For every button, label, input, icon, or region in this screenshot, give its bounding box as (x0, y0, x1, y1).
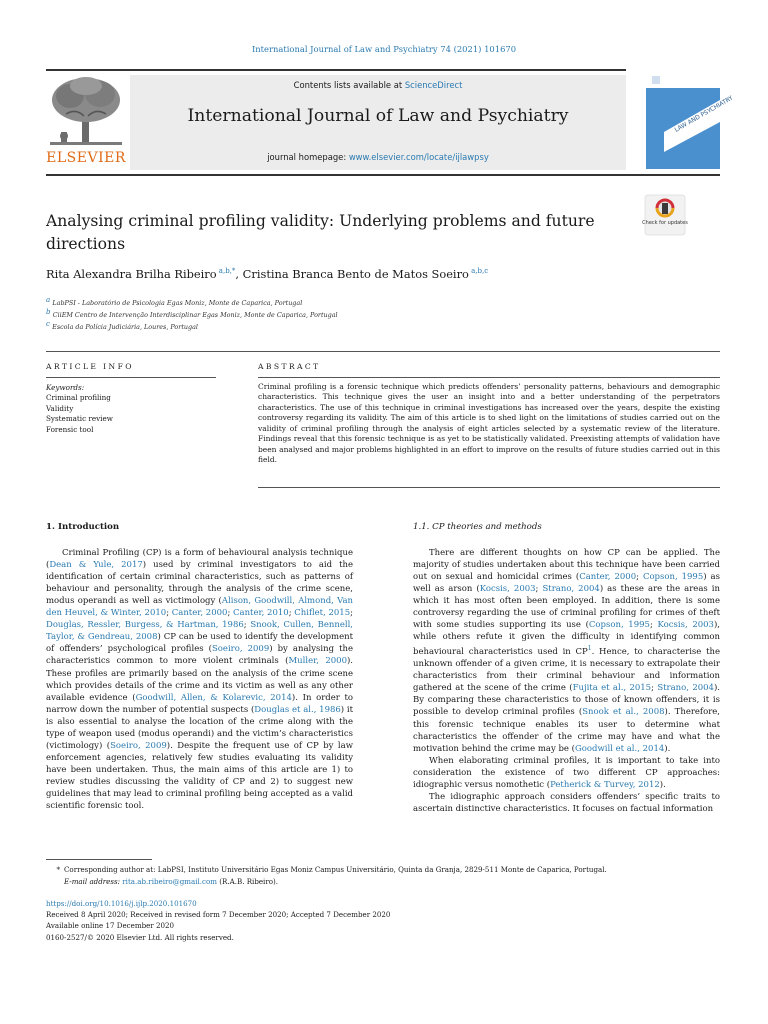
citation-link[interactable]: Canter, 2000 (579, 572, 637, 583)
article-title: Analysing criminal profiling validity: Underlying problems and future directions (46, 212, 595, 253)
body-text: ; (636, 572, 643, 583)
citation-link[interactable]: Alison, Goodwill, Almond, Van den Heuvel, & Winter, 2010 (46, 596, 353, 619)
body-text: ). Despite the frequent use of CP by law enforcement agencies, relatively few studies evaluating its validity have been undertaken. Thus, the main aims of this article are 1) to review studies discussing the validity of CP and 2) to suggest new guidelines that may lead to criminal profiling being accepted as a valid scientific forensic tool. (46, 740, 353, 812)
citation-link[interactable]: Fujita et al., 2015 (572, 683, 652, 694)
citation-link[interactable]: Petherick & Turvey, 2012 (550, 779, 660, 790)
check-for-updates-label: Check for updates (642, 220, 688, 226)
check-for-updates-icon[interactable] (642, 195, 688, 235)
body-text: ). (664, 743, 671, 754)
cover-title-text: LAW AND PSYCHIATRY (673, 94, 735, 134)
intro-paragraph (46, 547, 353, 812)
journal-cover-image (646, 72, 735, 169)
body-text: ). By comparing these characteristics to those of known offenders, it is possible to develop criminal profiles ( (413, 683, 720, 718)
body-text: ) used by criminal investigators to aid the identification of certain criminal characteristics, such as patterns of behaviour and personality, through the analysis of the crime scene, modus operandi as well as victimology ( (46, 560, 353, 607)
email-link[interactable]: rita.ab.ribeiro@gmail.com (122, 877, 217, 886)
keywords-block (46, 383, 216, 435)
author-separator: , (235, 267, 243, 281)
citation-link[interactable]: Strano, 2004 (542, 584, 600, 595)
header-top-rule (46, 69, 626, 71)
citation-link[interactable]: Goodwill, Allen, & Kolarevic, 2014 (135, 692, 292, 703)
citation-link[interactable]: Soeiro, 2009 (110, 740, 167, 751)
corresponding-author-text: Corresponding author at: LabPSI, Instituto Universitário Egas Moniz Campus Universitário, Quinta da Granja, 2829-511 Monte de Caparica, Portugal. (64, 865, 607, 874)
body-text: ). In order to narrow down the number of potential suspects ( (46, 692, 353, 715)
body-text: ; (649, 620, 658, 631)
article-info-rule (46, 377, 216, 378)
journal-title: International Journal of Law and Psychiatry (187, 106, 569, 126)
theories-column (413, 521, 720, 815)
copyright: 0160-2527/© 2020 Elsevier Ltd. All rights reserved. (46, 932, 234, 942)
body-text: ), while others refute it given the difficulty in identifying common behavioural characteristics used in CP (413, 620, 720, 658)
keyword: Validity (46, 403, 74, 413)
publisher-name: ELSEVIER (46, 150, 126, 166)
footnote-rule (46, 859, 152, 860)
abstract-heading: ABSTRACT (258, 362, 321, 371)
citation-link[interactable]: Douglas, Ressler, Burgess, & Hartman, 1986 (46, 620, 244, 631)
body-text: ) as these are the areas in which it has most often been employed. In addition, there is some controversy regarding the use of criminal profiling for crimes of theft with some studies supporting its use ( (413, 584, 721, 631)
citation-link[interactable]: Copson, 1995 (642, 572, 704, 583)
intro-column (46, 521, 353, 812)
received-dates: Received 8 April 2020; Received in revised form 7 December 2020; Accepted 7 December 2020 (46, 910, 391, 920)
affiliation-text: Escola da Polícia Judiciária, Loures, Portugal (52, 323, 198, 332)
keyword: Forensic tool (46, 424, 94, 434)
body-text: ; (288, 608, 295, 619)
affiliation-marker: c (46, 320, 53, 328)
body-text: ; (350, 608, 353, 619)
abstract-bottom-rule (258, 487, 720, 488)
citation-link[interactable]: Soeiro, 2009 (211, 644, 270, 655)
body-text: ; (535, 584, 543, 595)
email-label: E-mail address: (64, 877, 123, 886)
body-text: ; (166, 608, 172, 619)
abstract-text: Criminal profiling is a forensic technique which predicts offenders’ personality patterns, behaviours and demographic characteristics. This technique gives the user an insight into and a better understanding of the perpetrators characteristics. The use of this technique in criminal investigations has increased over the years, despite the existing controversy regarding its validity. The aim of this article is to shed light on the limitations of studies carried out on the validity of criminal profiling through the analysis of eight articles selected by a systematic review of the literature. Findings reveal that this forensic technique is as yet to be statistically validated. Preexisting attempts of validation have been analysed and major problems highlighted in an effort to improve on the results of future studies carried out in this field. (258, 382, 720, 465)
journal-citation[interactable]: International Journal of Law and Psychiatry 74 (2021) 101670 (251, 44, 517, 54)
homepage-line (130, 152, 626, 162)
doi-link[interactable]: https://doi.org/10.1016/j.ijlp.2020.101670 (46, 899, 197, 908)
body-text: The idiographic approach considers offenders’ specific traits to ascertain distinctive characteristics. It focuses on factual information (413, 791, 720, 814)
author-affiliation-marker[interactable]: a,b,* (216, 267, 236, 276)
citation-link[interactable]: Canter, 2000 (171, 608, 228, 619)
citation-link[interactable]: Dean & Yule, 2017 (49, 560, 143, 571)
body-text: ). Therefore, this forensic technique enables its user to determine what characteristics the offender of the crime may have and what the motivation behind the crime may be ( (413, 707, 720, 754)
affiliation-marker: a (46, 296, 53, 304)
citation-link[interactable]: Goodwill et al., 2014 (574, 743, 665, 754)
corresponding-footnote (46, 864, 720, 888)
author-affiliation-marker[interactable]: a,b,c (468, 267, 489, 276)
body-text: ) CP can be used to identify the development of offenders’ psychological profiles ( (46, 632, 353, 655)
theories-paragraph-1 (413, 547, 720, 755)
author-name: Cristina Branca Bento de Matos Soeiro (242, 267, 469, 281)
citation-link[interactable]: Canter, 2010 (233, 608, 289, 619)
affiliation-line (46, 320, 198, 331)
citation-link[interactable]: Chiflet, 2015 (294, 608, 351, 619)
keyword: Criminal profiling (46, 393, 111, 403)
citation-link[interactable]: Snook, Cullen, Bennell, Taylor, & Gendreau, 2008 (46, 620, 353, 643)
keyword: Systematic review (46, 414, 113, 424)
body-text: . Hence, to characterise the unknown offender of a given crime, it is necessary to extrapolate their characteristics from their criminal behaviour and information gathered at the scene of the crime ( (413, 647, 720, 694)
theories-heading: 1.1. CP theories and methods (413, 522, 542, 532)
citation-link[interactable]: Strano, 2004 (657, 683, 714, 694)
affiliation-text: CiiEM Centro de Intervenção Interdisciplinar Egas Moniz, Monte de Caparica, Portugal (52, 311, 338, 320)
header-bottom-rule (46, 174, 720, 176)
contents-prefix: Contents lists available at (293, 80, 405, 90)
affiliation-line (46, 296, 302, 307)
body-text: When elaborating criminal profiles, it is important to take into consideration the existence of two different CP approaches: idiographic versus nomothetic ( (413, 755, 720, 790)
article-history (46, 898, 720, 943)
citation-link[interactable]: Kocsis, 2003 (479, 584, 536, 595)
body-text: ) it is also essential to analyse the location of the crime along with the type of weapon used (modus operandi) and the victim’s characteristics (victimology) ( (46, 704, 353, 751)
body-text: ). These profiles are primarily based on the analysis of the crime scene which provides details of the crime and its victim as well as any other available evidence ( (46, 656, 354, 703)
homepage-prefix: journal homepage: (267, 152, 349, 162)
body-text: ; (651, 683, 658, 694)
theories-paragraph-3 (413, 791, 720, 815)
citation-link[interactable]: Douglas et al., 1986 (254, 704, 341, 715)
affiliation-marker: b (46, 308, 53, 316)
available-online: Available online 17 December 2020 (46, 921, 175, 931)
affiliation-line (46, 308, 338, 319)
keywords-label: Keywords: (46, 383, 85, 392)
introduction-heading: 1. Introduction (46, 522, 120, 532)
citation-link[interactable]: 1 (587, 645, 592, 653)
theories-paragraph-2 (413, 755, 720, 791)
citation-link[interactable]: Copson, 1995 (588, 620, 650, 631)
body-text: ; (243, 620, 251, 631)
body-text: There are different thoughts on how CP can be applied. The majority of studies undertaken about this technique have been carried out on sexual and homicidal crimes ( (413, 548, 720, 583)
affiliation-text: LabPSI - Laboratório de Psicologia Egas Moniz, Monte de Caparica, Portugal (52, 299, 303, 308)
author-name: Rita Alexandra Brilha Ribeiro (46, 267, 217, 281)
sciencedirect-link[interactable]: ScienceDirect (404, 80, 463, 90)
body-text: ) by analysing the characteristics common to more violent criminals ( (46, 644, 354, 667)
author-list (46, 267, 686, 281)
footnote-marker: * (56, 865, 60, 874)
contents-line (130, 80, 626, 90)
homepage-link[interactable]: www.elsevier.com/locate/ijlawpsy (348, 152, 489, 162)
citation-link[interactable]: Snook et al., 2008 (582, 707, 665, 718)
citation-link[interactable]: Muller, 2000 (288, 656, 347, 667)
article-info-heading: ARTICLE INFO (46, 362, 134, 371)
abstract-rule (258, 377, 720, 378)
citation-link[interactable]: Kocsis, 2003 (657, 620, 714, 631)
email-suffix: (R.A.B. Ribeiro). (216, 877, 279, 886)
body-text: ; (227, 608, 234, 619)
body-text: ) as well as arson ( (413, 572, 720, 595)
body-text: Criminal Profiling (CP) is a form of behavioural analysis technique ( (46, 548, 353, 571)
article-info-top-rule (46, 351, 720, 352)
body-text: ). (659, 779, 666, 790)
